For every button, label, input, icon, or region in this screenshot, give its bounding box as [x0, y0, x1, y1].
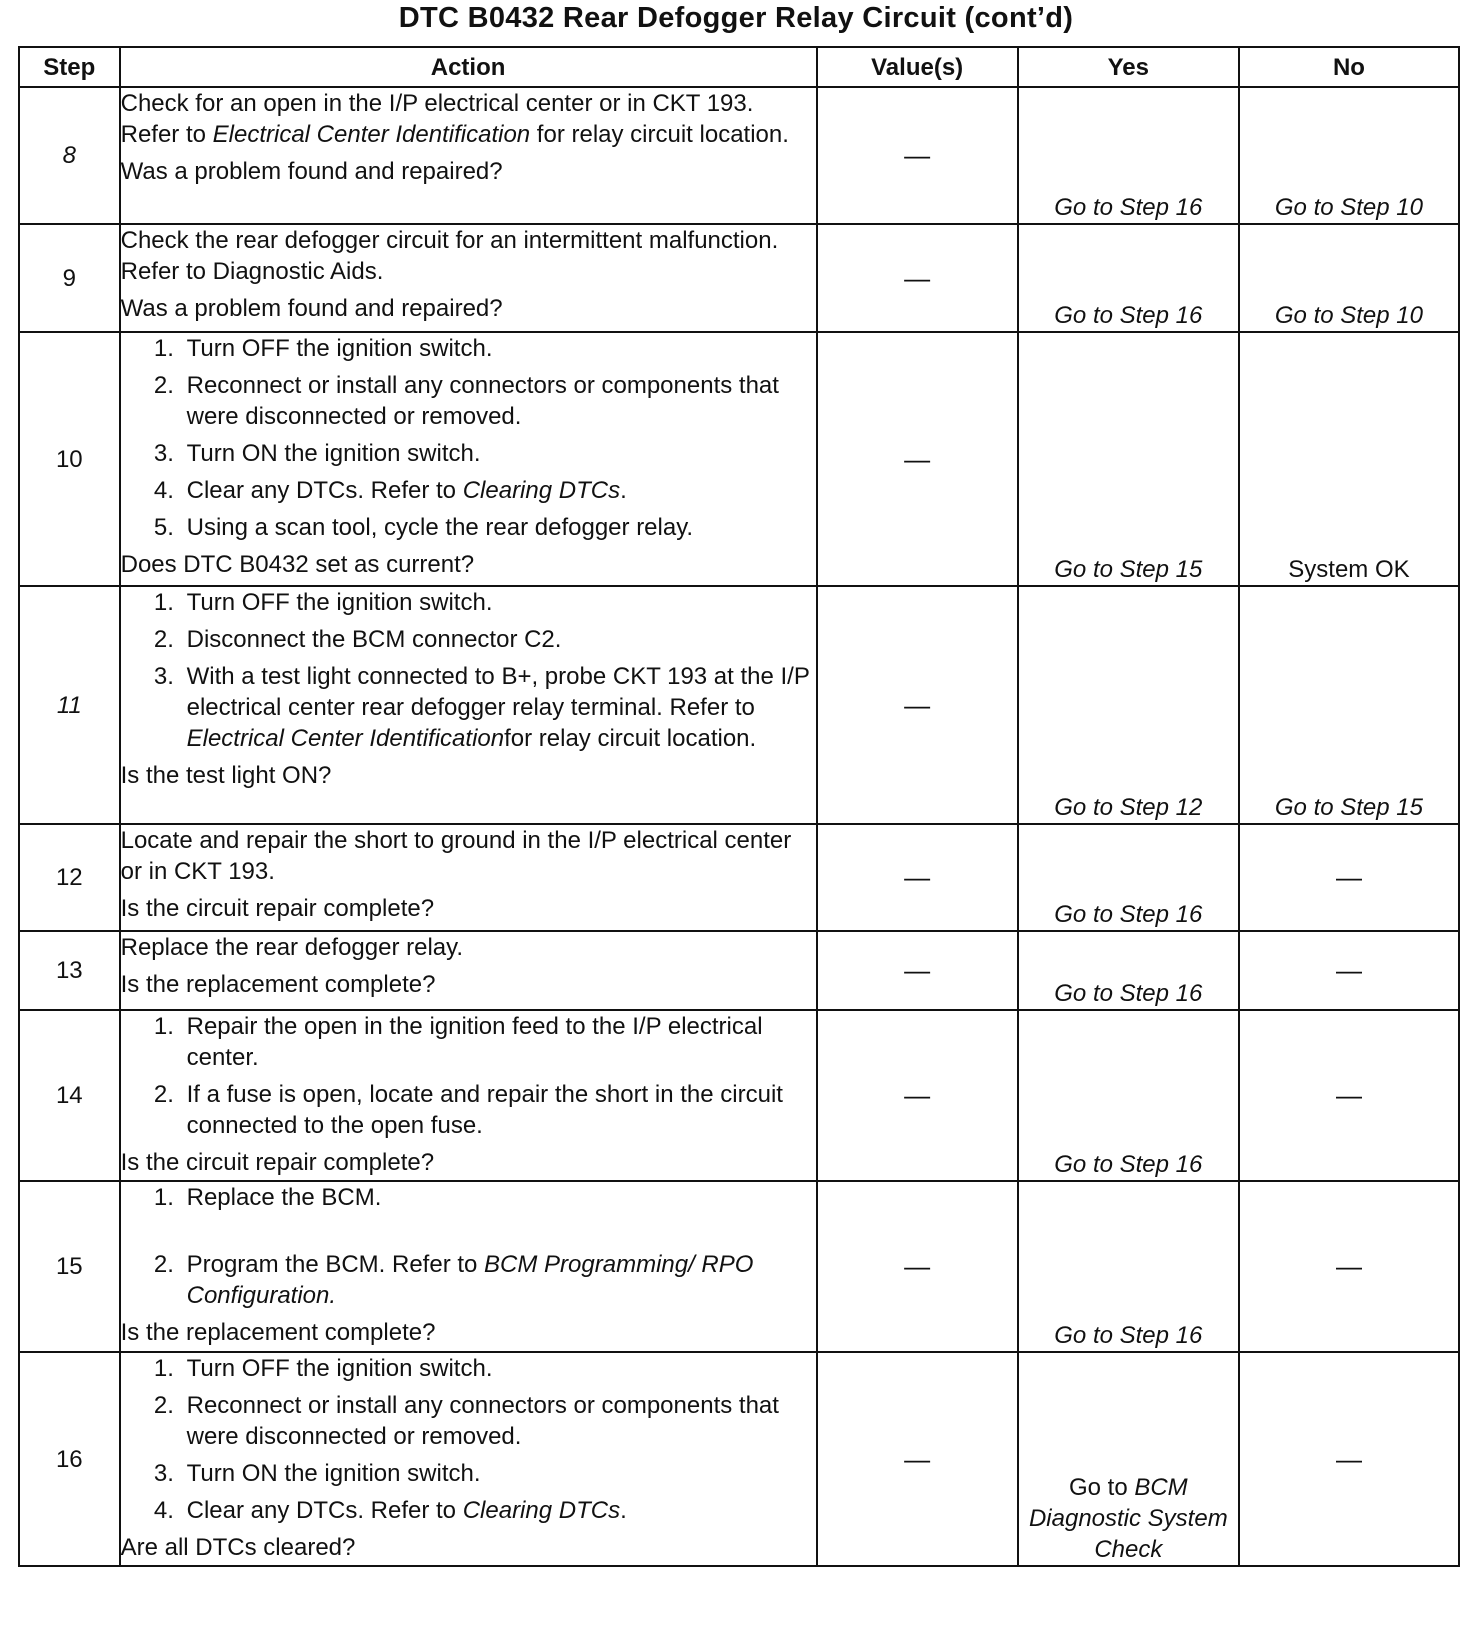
action-step: 2. Reconnect or install any connectors or components that were disconnected or removed.: [181, 1390, 816, 1452]
action-question: Are all DTCs cleared?: [120, 1534, 356, 1561]
action-instruction: Check for an open in the I/P electrical center or in CKT 193. Refer to Electrical Center Identification for relay circuit location.: [120, 90, 789, 148]
no-cell: —: [1239, 824, 1459, 931]
action-question: Does DTC B0432 set as current?: [120, 551, 475, 578]
value-cell: —: [817, 586, 1018, 824]
value-cell: —: [817, 1010, 1018, 1181]
action-step: 1. Turn OFF the ignition switch.: [181, 333, 816, 364]
value-cell: —: [817, 824, 1018, 931]
action-step: 5. Using a scan tool, cycle the rear defogger relay.: [181, 512, 816, 543]
action-instruction: Replace the rear defogger relay.: [120, 934, 464, 961]
no-cell: Go to Step 10: [1239, 87, 1459, 224]
column-header-action: Action: [120, 47, 817, 87]
yes-cell: Go to BCM Diagnostic System Check: [1018, 1352, 1239, 1566]
column-header-no: No: [1239, 47, 1459, 87]
action-step: 3. Turn ON the ignition switch.: [181, 438, 816, 469]
value-cell: —: [817, 931, 1018, 1010]
yes-cell: Go to Step 16: [1018, 224, 1239, 332]
step-number: 15: [19, 1181, 120, 1352]
reference-link: Clearing DTCs: [462, 1497, 621, 1524]
action-instruction: Check the rear defogger circuit for an intermittent malfunction. Refer to Diagnostic Aids.: [120, 227, 779, 285]
action-step: 1. Replace the BCM.: [181, 1182, 816, 1213]
action-step: 4. Clear any DTCs. Refer to Clearing DTCs.: [181, 1495, 816, 1526]
action-step: 1. Turn OFF the ignition switch.: [181, 587, 816, 618]
action-question: Is the replacement complete?: [120, 1319, 436, 1346]
reference-link: Electrical Center Identification: [186, 725, 505, 752]
table-row-step-15: [19, 1181, 1459, 1352]
table-header-row: [19, 47, 1459, 87]
no-cell: —: [1239, 1181, 1459, 1352]
reference-link: BCM Programming/ RPO Configuration.: [186, 1251, 754, 1309]
action-step: 2. If a fuse is open, locate and repair the short in the circuit connected to the open fuse.: [181, 1079, 816, 1141]
action-steps: [121, 333, 816, 543]
action-cell: [120, 224, 817, 332]
step-number: 10: [19, 332, 120, 586]
action-step: 2. Reconnect or install any connectors or components that were disconnected or removed.: [181, 370, 816, 432]
action-cell: [120, 1010, 817, 1181]
yes-cell: Go to Step 16: [1018, 87, 1239, 224]
value-cell: —: [817, 332, 1018, 586]
column-header-values: Value(s): [817, 47, 1018, 87]
action-question: Is the circuit repair complete?: [120, 1149, 435, 1176]
action-cell: [120, 824, 817, 931]
no-cell: Go to Step 10: [1239, 224, 1459, 332]
action-cell: [120, 87, 817, 224]
yes-cell: Go to Step 12: [1018, 586, 1239, 824]
action-steps: [121, 1011, 816, 1141]
step-number: 14: [19, 1010, 120, 1181]
reference-link: Electrical Center Identification: [212, 121, 531, 148]
action-question: Is the circuit repair complete?: [120, 895, 435, 922]
yes-cell: Go to Step 16: [1018, 1181, 1239, 1352]
no-cell: —: [1239, 931, 1459, 1010]
yes-cell: Go to Step 16: [1018, 1010, 1239, 1181]
action-steps: [121, 587, 816, 754]
action-step: 1. Turn OFF the ignition switch.: [181, 1353, 816, 1384]
action-step: 4. Clear any DTCs. Refer to Clearing DTCs.: [181, 475, 816, 506]
step-number: 8: [19, 87, 120, 224]
action-steps: [121, 1182, 816, 1311]
action-cell: [120, 1352, 817, 1566]
action-steps: [121, 1353, 816, 1526]
table-row-step-12: [19, 824, 1459, 931]
action-question: Was a problem found and repaired?: [120, 295, 503, 322]
action-cell: [120, 586, 817, 824]
diagnostic-table: [18, 46, 1460, 1567]
step-number: 11: [19, 586, 120, 824]
action-cell: [120, 931, 817, 1010]
action-question: Is the replacement complete?: [120, 971, 436, 998]
action-step: 3. Turn ON the ignition switch.: [181, 1458, 816, 1489]
yes-cell: Go to Step 16: [1018, 824, 1239, 931]
action-question: Was a problem found and repaired?: [120, 158, 503, 185]
no-cell: System OK: [1239, 332, 1459, 586]
value-cell: —: [817, 1352, 1018, 1566]
yes-cell: Go to Step 16: [1018, 931, 1239, 1010]
step-number: 12: [19, 824, 120, 931]
action-instruction: Locate and repair the short to ground in the I/P electrical center or in CKT 193.: [120, 827, 792, 885]
value-cell: —: [817, 224, 1018, 332]
table-row-step-9: [19, 224, 1459, 332]
value-cell: —: [817, 87, 1018, 224]
action-step: 1. Repair the open in the ignition feed to the I/P electrical center.: [181, 1011, 816, 1073]
table-row-step-10: [19, 332, 1459, 586]
value-cell: —: [817, 1181, 1018, 1352]
yes-cell: Go to Step 15: [1018, 332, 1239, 586]
table-row-step-14: [19, 1010, 1459, 1181]
action-cell: [120, 1181, 817, 1352]
action-step: 2. Disconnect the BCM connector C2.: [181, 624, 816, 655]
action-step: 3. With a test light connected to B+, probe CKT 193 at the I/P electrical center rear defogger relay terminal. Refer to Electrical Center Identificationfor relay circuit location.: [181, 661, 816, 754]
no-cell: Go to Step 15: [1239, 586, 1459, 824]
step-number: 16: [19, 1352, 120, 1566]
action-question: Is the test light ON?: [120, 762, 332, 789]
page-title: DTC B0432 Rear Defogger Relay Circuit (cont’d): [398, 2, 1074, 34]
no-cell: —: [1239, 1010, 1459, 1181]
column-header-step: Step: [19, 47, 120, 87]
table-row-step-8: [19, 87, 1459, 224]
reference-link: Clearing DTCs: [462, 477, 621, 504]
column-header-yes: Yes: [1018, 47, 1239, 87]
no-cell: —: [1239, 1352, 1459, 1566]
table-row-step-13: [19, 931, 1459, 1010]
table-row-step-16: [19, 1352, 1459, 1566]
step-number: 13: [19, 931, 120, 1010]
action-cell: [120, 332, 817, 586]
table-row-step-11: [19, 586, 1459, 824]
action-step: 2. Program the BCM. Refer to BCM Programming/ RPO Configuration.: [181, 1249, 816, 1311]
reference-link: BCM Diagnostic System Check: [1028, 1474, 1228, 1563]
step-number: 9: [19, 224, 120, 332]
